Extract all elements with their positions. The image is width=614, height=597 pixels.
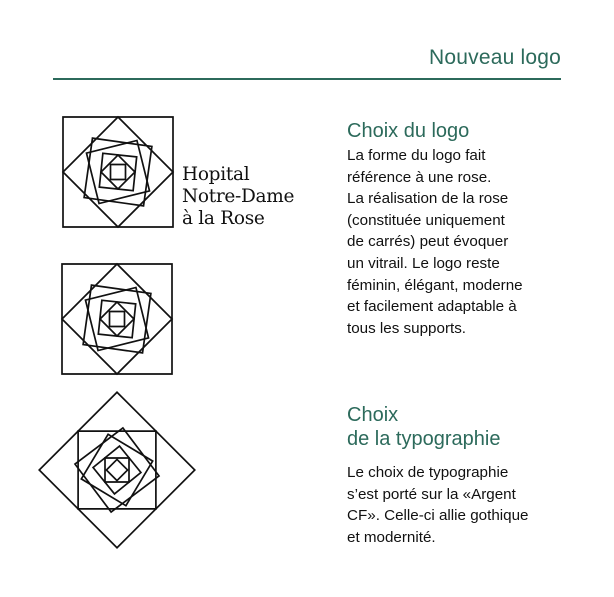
rose-petal-3: [98, 300, 135, 337]
rose-center: [111, 165, 126, 180]
rose-diamond-1: [78, 431, 156, 509]
rose-center: [106, 459, 127, 480]
rose-petal-1: [84, 138, 152, 206]
page-title: Nouveau logo: [429, 46, 561, 69]
rose-outer-square: [63, 117, 173, 227]
logo-square-variant: [62, 264, 172, 374]
logo-diamond-variant: [44, 397, 190, 543]
hospital-wordmark: [182, 164, 294, 230]
rose-petal-4: [100, 302, 134, 336]
rose-petal-3: [99, 153, 136, 190]
rose-petal-3: [93, 446, 141, 494]
logo-choice-heading: Choix du logo: [347, 120, 470, 142]
rose-square-logo-icon: [62, 117, 174, 227]
logo-choice-text: La forme du logo fait référence à une rose. La réalisation de la rose (constituée uniquement de carrés) peut évoquer un vitrail. Le logo reste féminin, élégant, moderne et facilement adaptable à tous les supports.: [347, 147, 523, 337]
rose-diamond-1: [63, 117, 173, 227]
rose-petal-4: [101, 155, 135, 189]
rose-diamond-logo-icon: [44, 397, 190, 543]
logo-with-wordmark: [62, 117, 174, 227]
typography-choice-heading: Choix de la typographie: [347, 404, 501, 450]
header-divider: [53, 78, 561, 80]
rose-petal-2: [81, 434, 152, 505]
rose-outer-square: [62, 264, 172, 374]
rose-petal-2: [86, 140, 149, 203]
rose-outer-square: [39, 392, 195, 548]
rose-petal-2: [85, 287, 148, 350]
wordmark-line-1: Hopital: [182, 164, 250, 185]
wordmark-line-3: à la Rose: [182, 208, 265, 229]
rose-petal-4: [105, 458, 129, 482]
typography-choice-text: Le choix de typographie s’est porté sur la «Argent CF». Celle-ci allie gothique et modernité.: [347, 464, 529, 546]
rose-center: [110, 312, 125, 327]
rose-square-logo-icon: [62, 264, 172, 374]
rose-petal-1: [83, 285, 151, 353]
wordmark-line-2: Notre-Dame: [182, 186, 295, 207]
rose-diamond-1: [62, 264, 172, 374]
